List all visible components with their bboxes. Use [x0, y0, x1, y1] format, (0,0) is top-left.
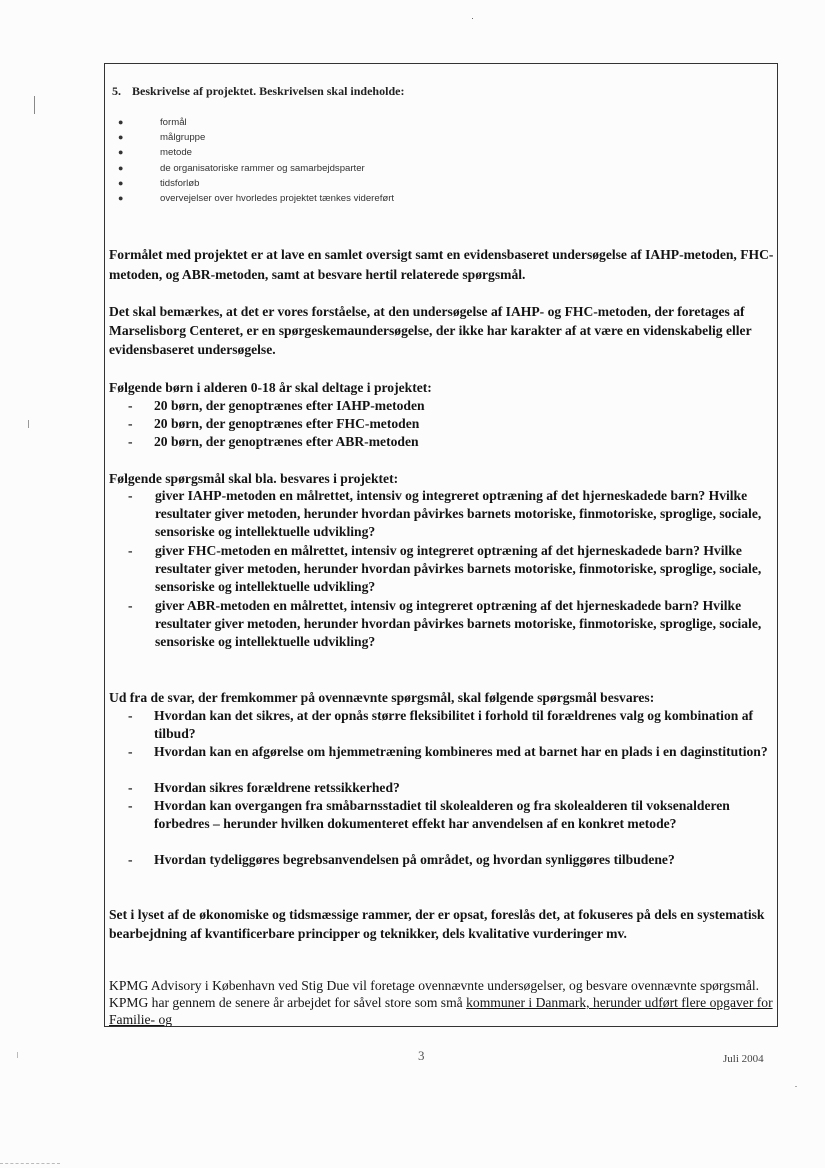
note-paragraph: Det skal bemærkes, at det er vores forståelse, at den undersøgelse af IAHP- og FHC-metoden, der foretages af Marselisborg Centeret, er en spørgeskemaundersøgelse, der ikke har karakter af at være en videnskabelig eller evidensbaseret undersøgelse. [109, 304, 752, 357]
bullet-dot-icon: ● [118, 177, 124, 188]
kpmg-paragraph-last-line: kommuner i Danmark, herunder udført flere opgaver for Familie- og [109, 995, 773, 1027]
bullet-item: ● de organisatoriske rammer og samarbejdsparter [118, 161, 394, 176]
dash-marker: - [128, 780, 133, 795]
questions-heading: Følgende spørgsmål skal bla. besvares i projektet: [109, 471, 399, 486]
dash-marker: - [128, 434, 133, 449]
footer-date: Juli 2004 [723, 1053, 764, 1065]
bullet-dot-icon: ● [118, 117, 124, 127]
dash-marker: - [128, 416, 133, 431]
scan-speck [34, 96, 35, 114]
bullet-item: ● målgruppe [118, 130, 394, 145]
dash-marker: - [128, 708, 133, 723]
children-heading: Følgende børn i alderen 0-18 år skal deltage i projektet: [109, 380, 432, 395]
dash-marker: - [128, 543, 133, 558]
dash-marker: - [128, 798, 133, 813]
dash-marker: - [128, 488, 133, 503]
followup-heading: Ud fra de svar, der fremkommer på ovennævnte spørgsmål, skal følgende spørgsmål besvares: [109, 690, 655, 705]
bullet-item: ● tidsforløb [118, 176, 394, 191]
section-title: Beskrivelse af projektet. Beskrivelsen skal indeholde: [132, 84, 405, 98]
scan-speck [795, 1086, 797, 1087]
bullet-item: ● metode [118, 145, 394, 160]
dash-marker: - [128, 398, 133, 413]
dash-marker: - [128, 744, 133, 759]
section-heading [112, 84, 404, 99]
section-number: 5. [112, 84, 121, 98]
bullet-dot-icon: ● [118, 132, 124, 143]
bullet-dot-icon: ● [118, 147, 124, 158]
dash-marker: - [128, 852, 133, 867]
bullet-item: ● formål [118, 115, 394, 130]
focus-paragraph: Set i lyset af de økonomiske og tidsmæssige rammer, der er opsat, foreslås det, at fokuseres på dels en systematisk bearbejdning af kvantificerbare principper og teknikker, dels kvalitative vurderinger mv. [109, 907, 765, 941]
kpmg-paragraph: KPMG Advisory i København ved Stig Due vil foretage ovennævnte undersøgelser, og besvare ovennævnte spørgsmål. KPMG har gennem de senere år arbejdet for såvel store som små kommuner i Danmark, herunder udført flere opgaver for Familie- og [109, 978, 773, 1027]
bullet-dot-icon: ● [118, 162, 124, 173]
scan-speck [472, 18, 473, 19]
bullet-dot-icon: ● [118, 192, 124, 203]
scan-speck [17, 1052, 18, 1058]
scan-speck [28, 420, 29, 428]
dash-marker: - [128, 598, 133, 613]
page-number: 3 [418, 1048, 425, 1063]
bullet-item: ● overvejelser over hvorledes projektet tænkes videreført [118, 191, 394, 206]
purpose-paragraph: Formålet med projektet er at lave en samlet oversigt samt en evidensbaseret undersøgelse af IAHP-metoden, FHC-metoden, og ABR-metoden, samt at besvare hertil relaterede spørgsmål. [109, 247, 774, 282]
requirements-bullet-list [118, 115, 394, 206]
scan-edge-line [0, 1163, 60, 1164]
